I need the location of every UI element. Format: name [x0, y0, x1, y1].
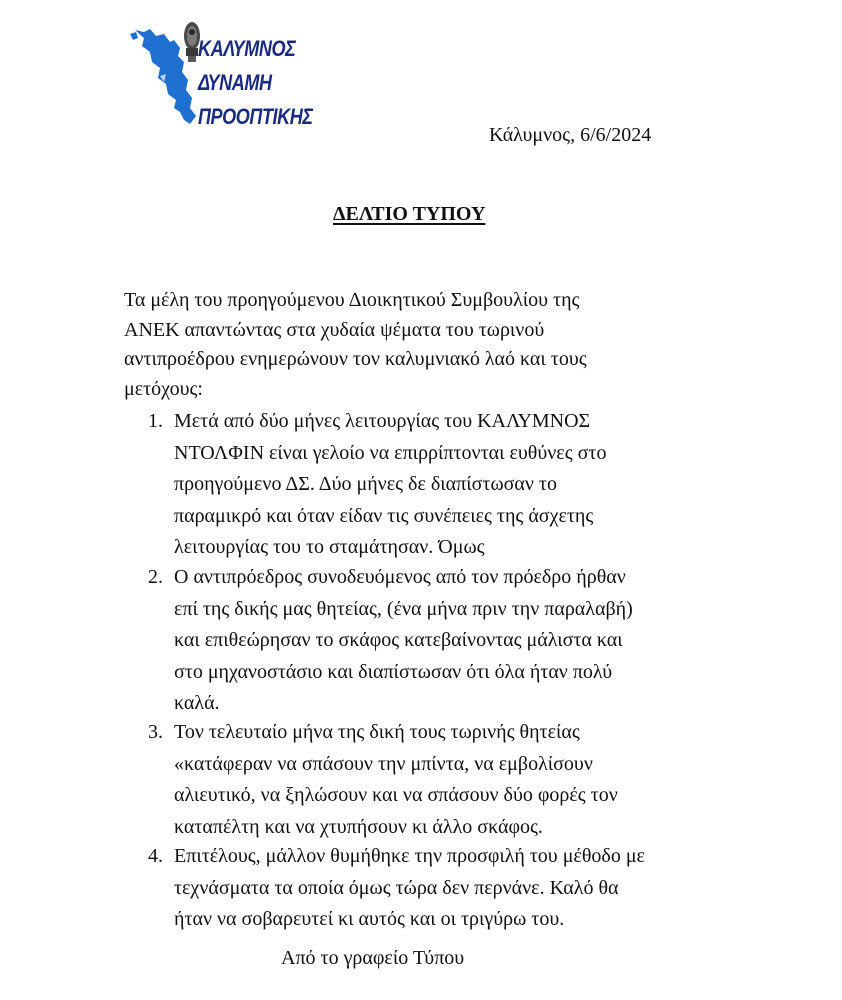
list-item-line: ήταν να σοβαρευτεί κι αυτός και οι τριγύρω του. — [174, 908, 565, 930]
logo-line-3: ΠΡΟΟΠΤΙΚΗΣ — [198, 104, 313, 129]
list-item-line: προηγούμενο ΔΣ. Δύο μήνες δε διαπίστωσαν το — [174, 473, 557, 495]
list-item-number: 1. — [148, 410, 163, 432]
list-item-line: ΝΤΟΛΦΙΝ είναι γελοίο να επιρρίπτονται ευθύνες στο — [174, 441, 607, 464]
logo-line-2: ΔΥΝΑΜΗ — [198, 70, 272, 95]
list-item-number: 3. — [148, 721, 163, 743]
list-item-number: 2. — [148, 566, 163, 588]
intro-line: ΑΝΕΚ απαντώντας στα χυδαία ψέματα του τωρινού — [124, 318, 545, 341]
list-item-line: Επιτέλους, μάλλον θυμήθηκε την προσφιλή του μέθοδο με — [174, 845, 645, 867]
list-item-line: λειτουργίας του το σταμάτησαν. Όμως — [174, 536, 485, 558]
list-item-text — [174, 562, 633, 720]
list-item-line: επί της δικής μας θητείας, (ένα μήνα πριν την παραλαβή) — [174, 597, 633, 620]
list-item-line: και επιθεώρησαν το σκάφος κατεβαίνοντας μάλιστα και — [174, 629, 623, 651]
intro-paragraph — [124, 286, 724, 405]
logo-text — [198, 32, 313, 134]
list-item-line: τεχνάσματα τα οποία όμως τώρα δεν περνάνε. Καλό θα — [174, 876, 619, 899]
document-title: ΔΕΛΤΙΟ ΤΥΠΟΥ — [333, 203, 486, 225]
list-item-line: Μετά από δύο μήνες λειτουργίας του ΚΑΛΥΜΝΟΣ — [174, 410, 591, 432]
intro-line: αντιπροέδρου ενημερώνουν τον καλυμνιακό λαό και τους — [124, 348, 587, 371]
list-item-line: παραμικρό και όταν είδαν τις συνέπειες της άσχετης — [174, 504, 594, 527]
signature-line: Από το γραφείο Τύπου — [281, 947, 465, 969]
logo-line-1: ΚΑΛΥΜΝΟΣ — [198, 36, 296, 61]
intro-line: μετόχους: — [124, 378, 203, 401]
list-item-text — [174, 406, 606, 564]
list-item-line: αλιευτικό, να ξηλώσουν και να σπάσουν δύο φορές τον — [174, 784, 618, 806]
party-logo — [130, 12, 330, 132]
list-item-line: Τον τελευταίο μήνα της δική τους τωρινής θητείας — [174, 721, 580, 743]
list-item-text — [174, 717, 618, 843]
document-date: Κάλυμνος, 6/6/2024 — [489, 124, 652, 146]
intro-line: Τα μέλη του προηγούμενου Διοικητικού Συμβουλίου της — [124, 289, 580, 311]
list-item-line: «κατάφεραν να σπάσουν την μπίντα, να εμβολίσουν — [174, 752, 593, 775]
list-item-line: στο μηχανοστάσιο και διαπίστωσαν ότι όλα ήταν πολύ — [174, 660, 613, 683]
list-item-line: καλά. — [174, 692, 220, 714]
list-item-line: καταπέλτη και να χτυπήσουν κι άλλο σκάφος. — [174, 815, 543, 838]
list-item-line: Ο αντιπρόεδρος συνοδευόμενος από τον πρόεδρο ήρθαν — [174, 566, 626, 588]
list-item-number: 4. — [148, 845, 163, 867]
list-item-text — [174, 841, 645, 936]
